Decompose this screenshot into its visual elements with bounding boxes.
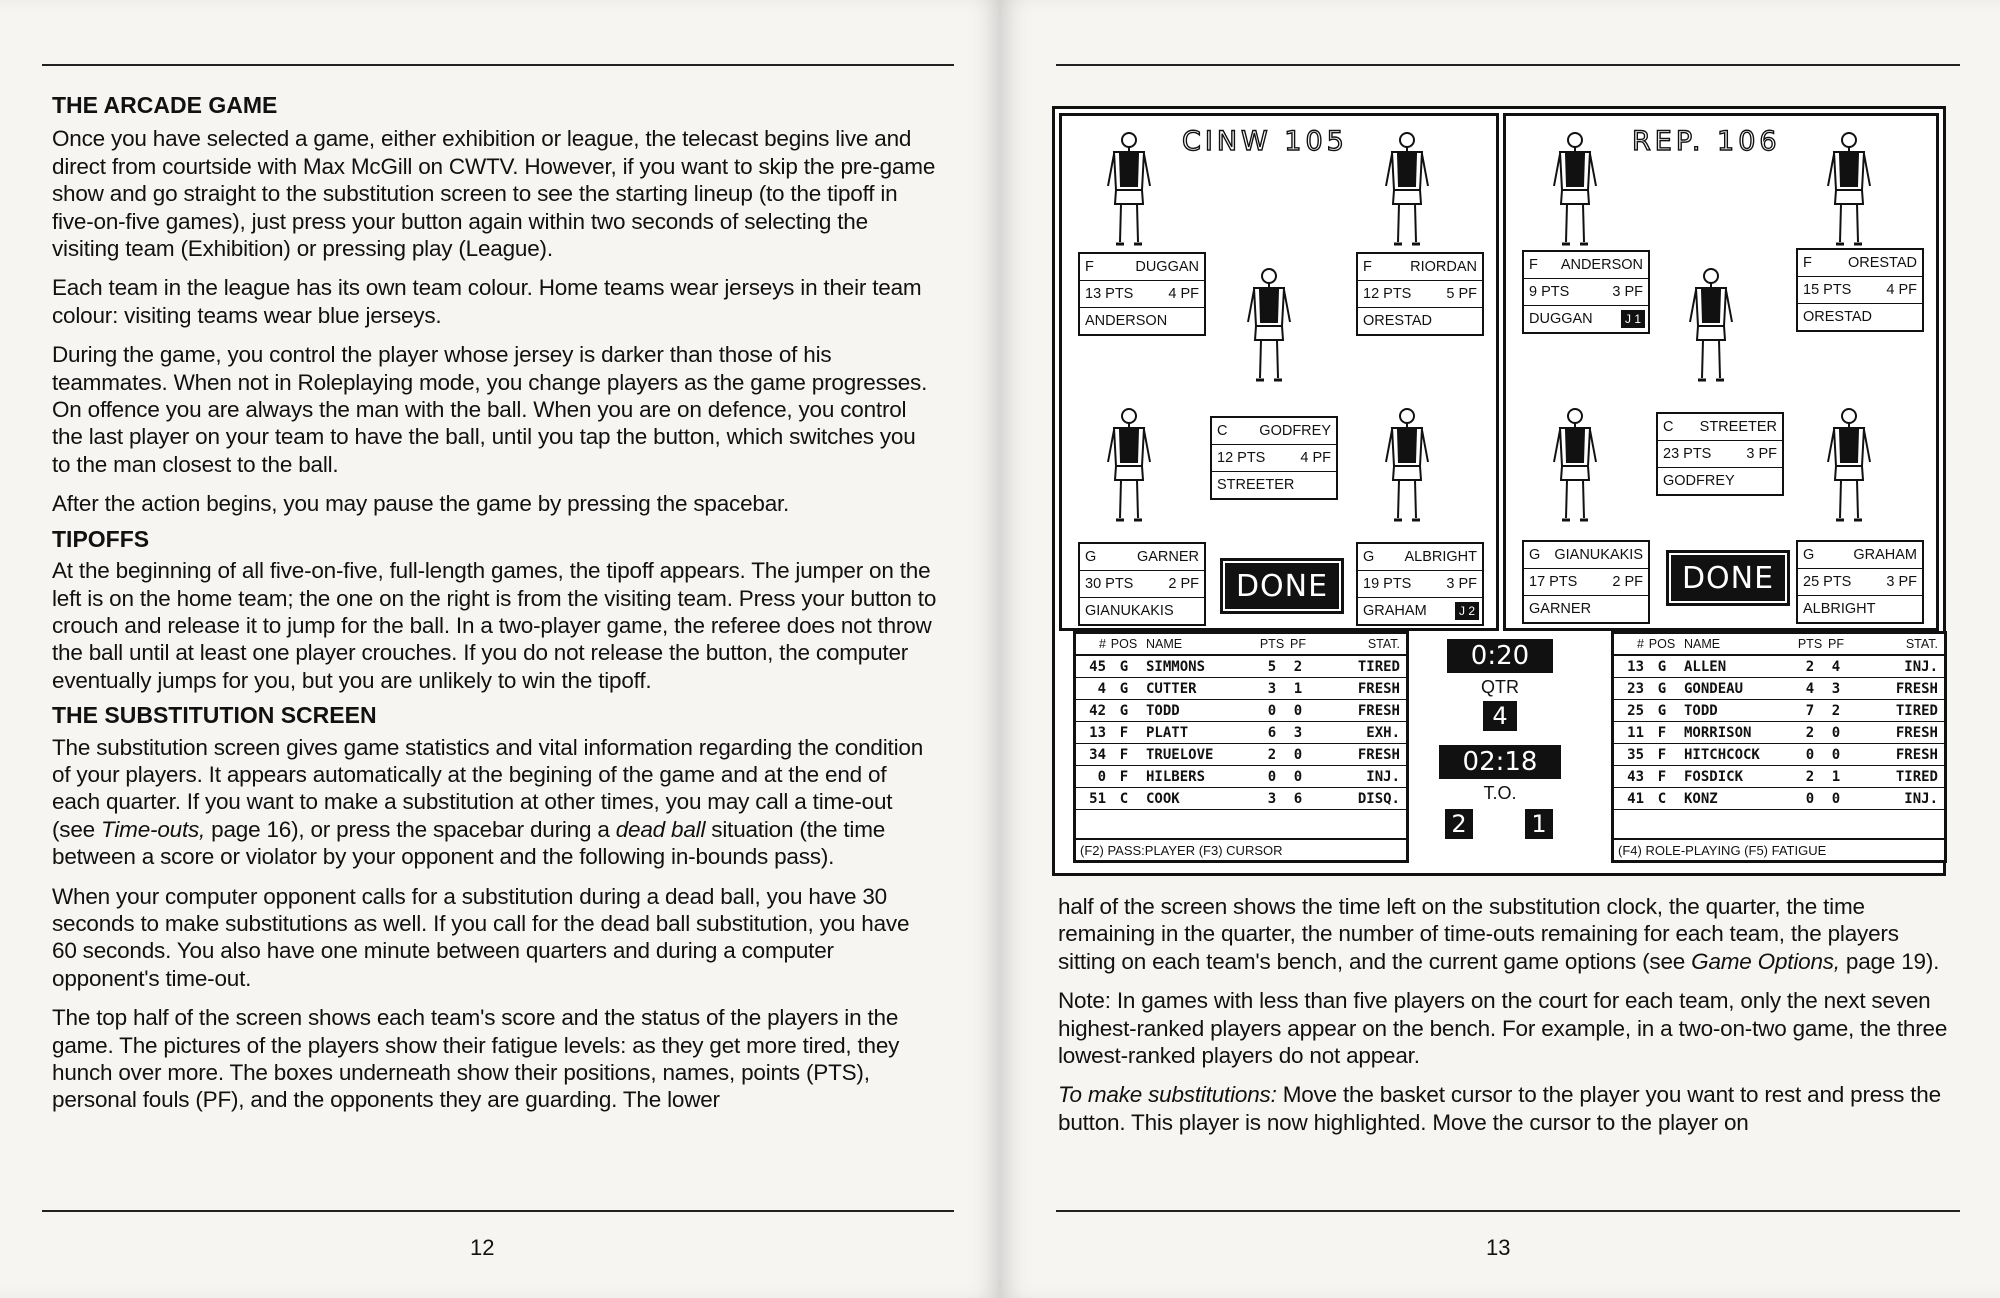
text-run: half of the screen shows the time left on the substitution clock, the quarter, the time remaining in the quarter, the number of time-outs remaining for each team, the players sitting on each team's bench, and the current game options (see [1058,894,1899,974]
cell-pts: 5 [1267,658,1277,675]
col-num: # [1099,637,1106,651]
cell-stat: FRESH [1357,702,1400,719]
player-pts: 13 PTS [1085,286,1134,302]
paragraph: During the game, you control the player whose jersey is darker than those of his teammates. When not in Roleplaying mode, you change players as the game progresses. On offence you are always the man with the ball. When you are on defence, you control the last player on your team to have the ball, until you tap the button, which switches you to the man closest to the ball. [52,342,928,477]
player-pf: 2 PF [1168,576,1199,592]
player-pf: 4 PF [1168,286,1199,302]
cell-num: 11 [1627,724,1644,741]
col-pf: PF [1828,637,1844,651]
italic-text: dead ball [615,816,706,842]
player-name: RIORDAN [1410,259,1477,275]
player-pts: 12 PTS [1363,286,1412,302]
player-pf: 5 PF [1446,286,1477,302]
player-pos: F [1529,257,1538,273]
paragraph: Once you have selected a game, either exhibition or league, the telecast begins live and direct from courtside with Max McGill on CWTV. However, if you want to skip the pre-game show and go straight to the substitution screen to see the starting lineup (to the tipoff in five-on-five games), just press your button again within two seconds of selecting the visiting team (Exhibition) or pressing play (League). [52,126,936,262]
player-box[interactable] [1356,252,1484,336]
cell-pos: G [1657,658,1667,675]
cell-pos: G [1657,702,1667,719]
player-box[interactable] [1522,540,1650,624]
cell-stat: INJ. [1366,768,1400,785]
visiting-score: REP. 106 [1632,126,1781,157]
cell-pts: 3 [1267,790,1277,807]
cell-num: 23 [1627,680,1644,697]
col-pos: POS [1110,637,1138,651]
cell-name: ALLEN [1684,658,1727,675]
player-pos: C [1217,423,1228,439]
paragraph: When your computer opponent calls for a substitution during a dead ball, you have 30 seconds to make substitutions as well. If you call for the dead ball substitution, you have 60 seconds. You also have one minute between quarters and during a computer opponent's time-out. [52,883,910,991]
cell-num: 13 [1627,658,1644,675]
cell-pf: 3 [1831,680,1841,697]
player-figure-icon [1822,130,1876,250]
cell-stat: INJ. [1904,790,1938,807]
game-clock: 02:18 [1439,745,1561,779]
player-pts: 17 PTS [1529,574,1578,590]
italic-text: To make substitutions: [1058,1082,1277,1108]
player-pos: F [1363,259,1372,275]
cell-name: HILBERS [1146,768,1206,785]
player-pts: 19 PTS [1363,576,1412,592]
cell-num: 4 [1097,680,1106,697]
paragraph [1058,893,1958,975]
cell-pts: 0 [1805,790,1815,807]
player-pf: 4 PF [1886,282,1917,298]
cell-pts: 2 [1267,746,1277,763]
qtr-label: QTR [1481,677,1519,697]
player-box[interactable] [1078,542,1206,626]
table-row[interactable] [1614,722,1944,744]
player-box[interactable] [1078,252,1206,336]
player-figure-icon [1822,406,1876,526]
player-guarding: ALBRIGHT [1803,601,1876,617]
cell-stat: FRESH [1895,746,1938,763]
text-run: situation (the time between a score or violator by your opponent and the following in-bounds pass). [52,816,886,870]
table-row[interactable] [1614,744,1944,766]
player-name: ANDERSON [1560,257,1643,273]
player-pos: G [1363,549,1375,565]
home-bench-table [1073,631,1409,863]
cell-pos: G [1119,680,1129,697]
player-guarding: STREETER [1217,477,1295,493]
done-button[interactable]: DONE [1666,550,1790,606]
player-figure-icon [1684,266,1738,386]
quarter-value: 4 [1483,701,1517,731]
cell-name: GONDEAU [1684,680,1744,697]
player-pf: 2 PF [1612,574,1643,590]
cell-name: TODD [1684,702,1718,719]
timeouts-label: T.O. [1483,783,1517,803]
text-run: page 16), or press the spacebar during a [205,816,616,842]
home-score: CINW 105 [1182,126,1348,157]
right-text-column [1058,893,1958,1148]
paragraph [1058,1081,1958,1136]
cell-pf: 6 [1293,790,1303,807]
cell-pf: 4 [1831,658,1841,675]
table-row[interactable] [1614,678,1944,700]
cell-pts: 6 [1267,724,1277,741]
col-stat: STAT. [1367,637,1400,651]
cell-pts: 0 [1805,746,1815,763]
cell-name: KONZ [1684,790,1718,807]
player-pf: 3 PF [1746,446,1777,462]
cell-pts: 7 [1805,702,1815,719]
cell-stat: TIRED [1895,768,1938,785]
visiting-bench-table [1611,631,1947,863]
cell-pos: F [1119,746,1129,763]
joystick-badge: J 2 [1455,602,1479,620]
table-header [1614,634,1944,656]
cell-name: CUTTER [1146,680,1197,697]
cell-pos: F [1657,746,1667,763]
player-figure-icon [1102,406,1156,526]
player-name: GARNER [1136,549,1199,565]
cell-pts: 3 [1267,680,1277,697]
col-pf: PF [1290,637,1306,651]
player-pf: 3 PF [1612,284,1643,300]
options-footer: (F4) ROLE-PLAYING (F5) FATIGUE [1614,838,1944,860]
col-stat: STAT. [1905,637,1938,651]
cell-num: 0 [1097,768,1106,785]
table-row[interactable] [1076,656,1406,678]
cell-stat: FRESH [1357,680,1400,697]
substitution-screen [1052,106,1946,876]
cell-pf: 0 [1831,790,1841,807]
player-figure-icon [1242,266,1296,386]
top-rule [42,64,954,66]
cell-pos: G [1119,658,1129,675]
cell-num: 51 [1089,790,1106,807]
page-number: 12 [470,1235,495,1260]
cell-pf: 0 [1831,746,1841,763]
player-box[interactable] [1656,412,1784,496]
player-guarding: ORESTAD [1803,309,1873,325]
player-guarding: ANDERSON [1085,313,1168,329]
player-pos: G [1803,547,1815,563]
cell-pts: 0 [1267,702,1277,719]
joystick-badge: J 1 [1621,310,1645,328]
cell-num: 34 [1089,746,1106,763]
table-row[interactable] [1076,700,1406,722]
cell-pos: C [1119,790,1129,807]
cell-num: 35 [1627,746,1644,763]
player-figure-icon [1548,130,1602,250]
player-pos: F [1085,259,1094,275]
cell-name: HITCHCOCK [1684,746,1760,763]
text-run: Move the basket cursor to the player you want to rest and press the button. This player is now highlighted. Move the cursor to the player on [1058,1082,1941,1135]
player-guarding: ORESTAD [1363,313,1433,329]
player-pos: G [1529,547,1541,563]
table-row[interactable] [1614,656,1944,678]
paragraph: Note: In games with less than five players on the court for each team, only the next seven highest-ranked players appear on the bench. For example, in a two-on-two game, the three lowest-ranked players do not appear. [1058,988,1948,1069]
table-row[interactable] [1076,722,1406,744]
cell-pts: 2 [1805,768,1815,785]
cell-stat: FRESH [1895,680,1938,697]
paragraph: The top half of the screen shows each team's score and the status of the players in the game. The pictures of the players show their fatigue levels: as they get more tired, they hunch over more. The boxes underneath show their positions, names, points (PTS), personal fouls (PF), and the opponents they are guarding. The lower [52,1005,900,1113]
player-guarding: GODFREY [1663,473,1735,489]
player-figure-icon [1102,130,1156,250]
player-pf: 3 PF [1886,574,1917,590]
cell-pf: 0 [1293,702,1303,719]
left-text-column [52,92,938,1126]
cell-num: 43 [1627,768,1644,785]
paragraph: After the action begins, you may pause the game by pressing the spacebar. [52,491,790,517]
player-pts: 23 PTS [1663,446,1712,462]
page-number: 13 [1486,1235,1511,1260]
cell-num: 13 [1089,724,1106,741]
cell-stat: EXH. [1366,724,1400,741]
visiting-court-panel [1503,113,1939,631]
cell-pos: F [1119,724,1129,741]
table-row[interactable] [1076,766,1406,788]
player-name: STREETER [1699,419,1777,435]
cell-pts: 2 [1805,724,1815,741]
player-pos: G [1085,549,1097,565]
text-run: page 19). [1839,948,1940,974]
home-court-panel [1059,113,1499,631]
cell-pos: F [1657,724,1667,741]
cell-stat: INJ. [1904,658,1938,675]
player-pos: C [1663,419,1674,435]
table-row[interactable] [1614,766,1944,788]
table-row[interactable] [1076,744,1406,766]
visiting-timeouts: 1 [1525,809,1553,839]
cell-pf: 2 [1293,658,1303,675]
player-figure-icon [1380,130,1434,250]
cell-name: FOSDICK [1684,768,1744,785]
player-name: GIANUKAKIS [1554,547,1643,563]
paragraph [52,734,938,871]
cell-pf: 1 [1831,768,1841,785]
cell-stat: DISQ. [1357,790,1400,807]
done-button[interactable]: DONE [1220,558,1344,614]
heading-arcade-game: THE ARCADE GAME [52,92,278,118]
cell-stat: TIRED [1357,658,1400,675]
table-row[interactable] [1076,678,1406,700]
player-box[interactable] [1210,416,1338,500]
player-name: GODFREY [1259,423,1331,439]
cell-stat: FRESH [1357,746,1400,763]
cell-pos: G [1119,702,1129,719]
cell-pos: C [1657,790,1667,807]
player-figure-icon [1380,406,1434,526]
col-pos: POS [1648,637,1676,651]
table-header [1076,634,1406,656]
cell-name: COOK [1146,790,1180,807]
top-rule [1056,64,1960,66]
col-num: # [1637,637,1644,651]
cell-pos: F [1119,768,1129,785]
cell-pts: 4 [1805,680,1815,697]
cell-pf: 1 [1293,680,1303,697]
cell-pf: 0 [1293,746,1303,763]
player-pf: 3 PF [1446,576,1477,592]
cell-num: 25 [1627,702,1644,719]
player-name: GRAHAM [1853,547,1917,563]
cell-num: 41 [1627,790,1644,807]
player-guarding: GRAHAM [1363,603,1427,619]
cell-name: TODD [1146,702,1180,719]
cell-pf: 3 [1293,724,1303,741]
player-guarding: DUGGAN [1529,311,1593,327]
col-name: NAME [1684,637,1721,651]
player-pts: 25 PTS [1803,574,1852,590]
paragraph: Each team in the league has its own team colour. Home teams wear jerseys in their team colour: visiting teams wear blue jerseys. [52,275,922,328]
cell-pf: 2 [1831,702,1841,719]
paragraph: At the beginning of all five-on-five, full-length games, the tipoff appears. The jumper on the left is on the home team; the one on the right is from the visiting team. Press your button to crouch and release it to jump for the ball. In a two-player game, the referee does not throw the ball until at least one player crouches. If you do not release the button, the computer eventually jumps for you, but you are unlikely to win the tipoff. [52,558,937,693]
player-name: ORESTAD [1847,255,1917,271]
player-pts: 15 PTS [1803,282,1852,298]
cell-pos: G [1657,680,1667,697]
cell-pts: 0 [1267,768,1277,785]
player-pts: 9 PTS [1529,284,1570,300]
player-name: DUGGAN [1135,259,1199,275]
player-pts: 12 PTS [1217,450,1266,466]
player-guarding: GIANUKAKIS [1085,603,1174,619]
italic-text: Time-outs, [101,816,206,842]
player-pts: 30 PTS [1085,576,1134,592]
cell-stat: TIRED [1895,702,1938,719]
cell-pf: 0 [1293,768,1303,785]
table-row[interactable] [1076,788,1406,810]
cell-num: 45 [1089,658,1106,675]
player-pos: F [1803,255,1812,271]
player-box[interactable] [1796,540,1924,624]
cell-pos: F [1657,768,1667,785]
player-box[interactable] [1796,248,1924,332]
heading-substitution-screen: THE SUBSTITUTION SCREEN [52,702,377,729]
options-footer: (F2) PASS:PLAYER (F3) CURSOR [1076,838,1406,860]
table-row[interactable] [1614,788,1944,810]
player-name: ALBRIGHT [1404,549,1477,565]
heading-tipoffs: TIPOFFS [52,525,150,552]
cell-pf: 0 [1831,724,1841,741]
player-pf: 4 PF [1300,450,1331,466]
cell-name: TRUELOVE [1146,746,1214,763]
player-box[interactable] [1522,250,1650,334]
substitution-clock: 0:20 [1447,639,1553,673]
player-figure-icon [1548,406,1602,526]
player-box[interactable] [1356,542,1484,626]
cell-name: SIMMONS [1146,658,1206,675]
cell-name: PLATT [1146,724,1189,741]
bottom-rule [1056,1210,1960,1212]
cell-num: 42 [1089,702,1106,719]
player-guarding: GARNER [1529,601,1592,617]
col-pts: PTS [1797,637,1823,651]
italic-text: Game Options, [1691,948,1840,974]
col-pts: PTS [1259,637,1285,651]
text-run: The substitution screen gives game statistics and vital information regarding the condition of your players. It appears automatically at the begining of the game and at the end of each quarter. If you want to make a substitution at other times, you may call a time-out (see [52,734,924,842]
cell-stat: FRESH [1895,724,1938,741]
home-timeouts: 2 [1445,809,1473,839]
bottom-rule [42,1210,954,1212]
cell-name: MORRISON [1684,724,1752,741]
col-name: NAME [1146,637,1183,651]
cell-pts: 2 [1805,658,1815,675]
table-row[interactable] [1614,700,1944,722]
